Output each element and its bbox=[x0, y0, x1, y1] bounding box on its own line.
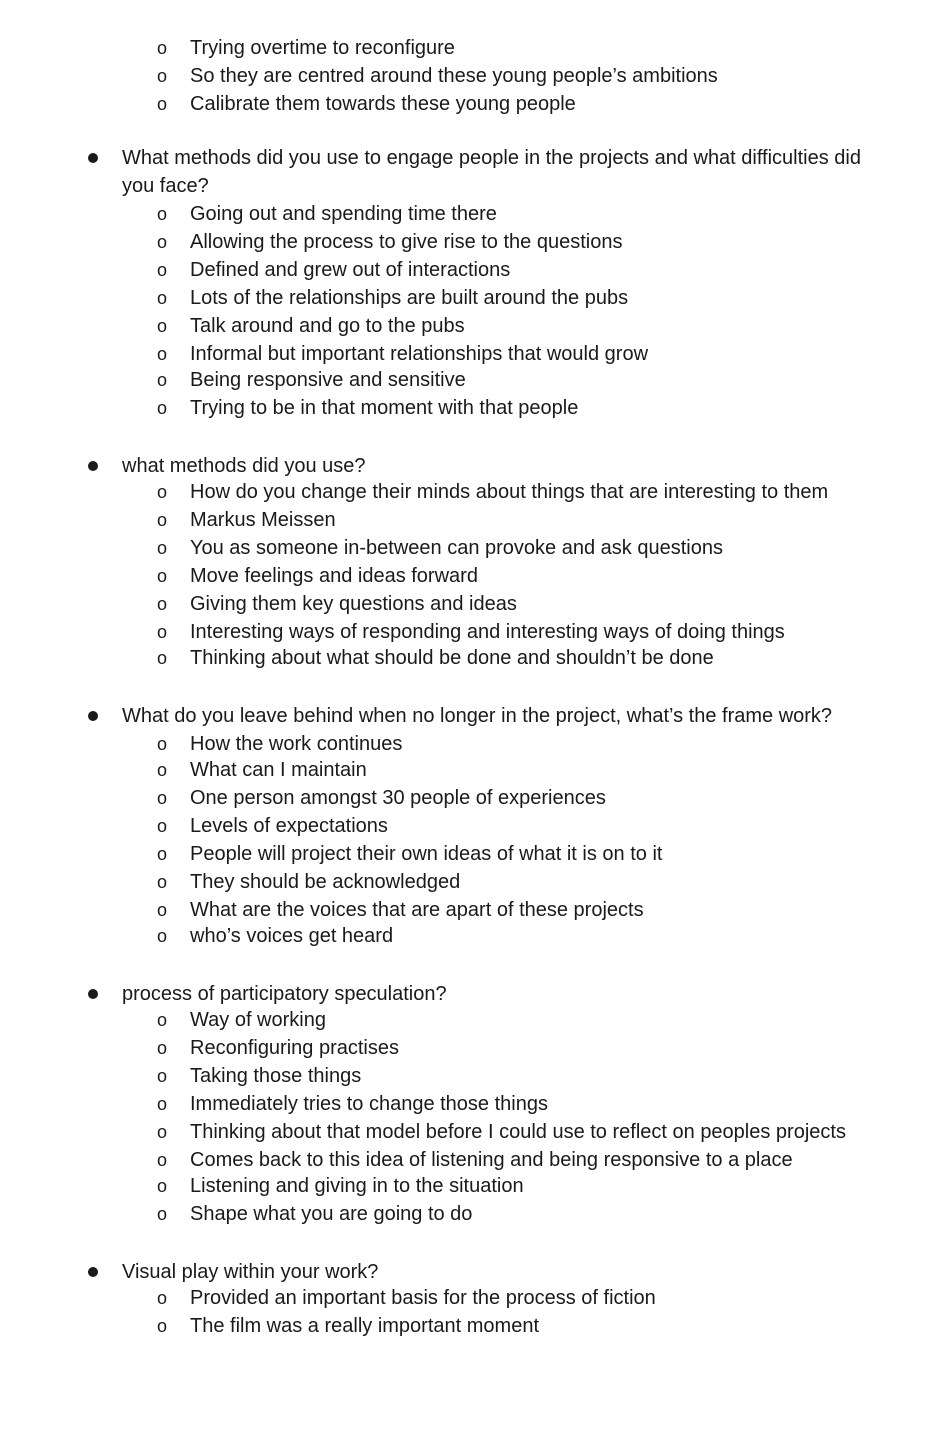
list-item-text: Being responsive and sensitive bbox=[190, 369, 466, 391]
list-item-text: Lots of the relationships are built around the pubs bbox=[190, 287, 629, 309]
sub-bullet-marker: o bbox=[156, 1150, 167, 1170]
list-item-text: Thinking about what should be done and shouldn’t be done bbox=[190, 647, 714, 669]
question-text bbox=[122, 144, 912, 200]
list-item-text: People will project their own ideas of what it is on to it bbox=[190, 843, 663, 865]
list-item-text: Reconfiguring practises bbox=[190, 1037, 399, 1059]
sub-bullet-marker: o bbox=[156, 872, 167, 892]
list-item bbox=[0, 1312, 942, 1340]
list-item bbox=[0, 896, 942, 924]
list-item bbox=[0, 868, 942, 896]
sub-bullet-marker: o bbox=[156, 482, 167, 502]
list-item bbox=[0, 366, 942, 394]
sub-bullet-marker: o bbox=[156, 844, 167, 864]
list-item bbox=[0, 90, 942, 118]
sub-bullet-marker: o bbox=[156, 594, 167, 614]
list-item bbox=[0, 784, 942, 812]
bullet-marker bbox=[88, 1267, 98, 1277]
list-item bbox=[0, 340, 942, 368]
question-text: What do you leave behind when no longer in the project, what’s the frame work? bbox=[122, 705, 833, 727]
bullet-marker bbox=[88, 711, 98, 721]
list-item bbox=[0, 644, 942, 672]
list-item-text: Talk around and go to the pubs bbox=[190, 315, 465, 337]
question-bullet bbox=[0, 452, 942, 480]
sub-bullet-marker: o bbox=[156, 926, 167, 946]
list-item bbox=[0, 756, 942, 784]
sub-bullet-marker: o bbox=[156, 1010, 167, 1030]
list-item-text: Levels of expectations bbox=[190, 815, 388, 837]
question-text: process of participatory speculation? bbox=[122, 983, 447, 1005]
list-item-text: Way of working bbox=[190, 1009, 326, 1031]
list-item-text: How the work continues bbox=[190, 733, 403, 755]
list-item-text: How do you change their minds about things that are interesting to them bbox=[190, 481, 829, 503]
list-item bbox=[0, 506, 942, 534]
list-item-text: Move feelings and ideas forward bbox=[190, 565, 478, 587]
list-item-text: So they are centred around these young people’s ambitions bbox=[190, 65, 718, 87]
sub-bullet-marker: o bbox=[156, 566, 167, 586]
sub-bullet-marker: o bbox=[156, 38, 167, 58]
list-item bbox=[0, 256, 942, 284]
list-item bbox=[0, 730, 942, 758]
list-item bbox=[0, 1062, 942, 1090]
question-bullet bbox=[0, 702, 942, 730]
list-item bbox=[0, 394, 942, 422]
list-item-text: One person amongst 30 people of experiences bbox=[190, 787, 606, 809]
list-item bbox=[0, 200, 942, 228]
list-item bbox=[0, 1200, 942, 1228]
list-item bbox=[0, 618, 942, 646]
list-item bbox=[0, 312, 942, 340]
sub-bullet-marker: o bbox=[156, 510, 167, 530]
sub-bullet-marker: o bbox=[156, 232, 167, 252]
list-item bbox=[0, 1118, 942, 1146]
bullet-marker bbox=[88, 989, 98, 999]
sub-bullet-marker: o bbox=[156, 760, 167, 780]
list-item-text: Provided an important basis for the process of fiction bbox=[190, 1287, 656, 1309]
list-item-text: Taking those things bbox=[190, 1065, 362, 1087]
list-item-text: Trying to be in that moment with that people bbox=[190, 397, 579, 419]
list-item bbox=[0, 1090, 942, 1118]
sub-bullet-marker: o bbox=[156, 1288, 167, 1308]
sub-bullet-marker: o bbox=[156, 316, 167, 336]
sub-bullet-marker: o bbox=[156, 734, 167, 754]
list-item-text: Calibrate them towards these young people bbox=[190, 93, 576, 115]
list-item-text: Informal but important relationships that would grow bbox=[190, 343, 649, 365]
list-item bbox=[0, 840, 942, 868]
sub-bullet-marker: o bbox=[156, 538, 167, 558]
list-item bbox=[0, 1172, 942, 1200]
sub-bullet-marker: o bbox=[156, 66, 167, 86]
question-bullet bbox=[0, 980, 942, 1008]
list-item bbox=[0, 1284, 942, 1312]
list-item-text: Going out and spending time there bbox=[190, 203, 497, 225]
sub-bullet-marker: o bbox=[156, 260, 167, 280]
list-item bbox=[0, 590, 942, 618]
sub-bullet-marker: o bbox=[156, 1204, 167, 1224]
list-item bbox=[0, 228, 942, 256]
list-item-text: The film was a really important moment bbox=[190, 1315, 540, 1337]
list-item-text: Comes back to this idea of listening and being responsive to a place bbox=[190, 1149, 793, 1171]
question-line: What methods did you use to engage people in the projects and what difficulties did bbox=[122, 147, 861, 169]
list-item-text: Listening and giving in to the situation bbox=[190, 1175, 524, 1197]
question-line: you face? bbox=[122, 175, 209, 197]
question-bullet bbox=[0, 1258, 942, 1286]
sub-bullet-marker: o bbox=[156, 1094, 167, 1114]
list-item bbox=[0, 284, 942, 312]
sub-bullet-marker: o bbox=[156, 1038, 167, 1058]
sub-bullet-marker: o bbox=[156, 622, 167, 642]
list-item bbox=[0, 922, 942, 950]
question-text: Visual play within your work? bbox=[122, 1261, 379, 1283]
sub-bullet-marker: o bbox=[156, 1122, 167, 1142]
sub-bullet-marker: o bbox=[156, 344, 167, 364]
sub-bullet-marker: o bbox=[156, 900, 167, 920]
list-item-text: You as someone in-between can provoke and ask questions bbox=[190, 537, 723, 559]
question-text: what methods did you use? bbox=[122, 455, 366, 477]
list-item-text: What are the voices that are apart of these projects bbox=[190, 899, 644, 921]
list-item bbox=[0, 478, 942, 506]
list-item-text: Giving them key questions and ideas bbox=[190, 593, 517, 615]
list-item bbox=[0, 1146, 942, 1174]
sub-bullet-marker: o bbox=[156, 1176, 167, 1196]
bullet-marker bbox=[88, 461, 98, 471]
bullet-marker bbox=[88, 153, 98, 163]
sub-bullet-marker: o bbox=[156, 94, 167, 114]
list-item-text: They should be acknowledged bbox=[190, 871, 461, 893]
sub-bullet-marker: o bbox=[156, 398, 167, 418]
sub-bullet-marker: o bbox=[156, 816, 167, 836]
list-item bbox=[0, 812, 942, 840]
list-item-text: What can I maintain bbox=[190, 759, 367, 781]
list-item-text: Shape what you are going to do bbox=[190, 1203, 473, 1225]
list-item-text: Thinking about that model before I could use to reflect on peoples projects bbox=[190, 1121, 846, 1143]
sub-bullet-marker: o bbox=[156, 1316, 167, 1336]
sub-bullet-marker: o bbox=[156, 370, 167, 390]
sub-bullet-marker: o bbox=[156, 1066, 167, 1086]
list-item-text: Trying overtime to reconfigure bbox=[190, 37, 455, 59]
list-item-text: Markus Meissen bbox=[190, 509, 336, 531]
list-item-text: who’s voices get heard bbox=[190, 925, 394, 947]
list-item-text: Immediately tries to change those things bbox=[190, 1093, 548, 1115]
list-item-text: Allowing the process to give rise to the questions bbox=[190, 231, 623, 253]
sub-bullet-marker: o bbox=[156, 648, 167, 668]
list-item bbox=[0, 62, 942, 90]
list-item bbox=[0, 562, 942, 590]
list-item-text: Defined and grew out of interactions bbox=[190, 259, 511, 281]
sub-bullet-marker: o bbox=[156, 788, 167, 808]
list-item-text: Interesting ways of responding and interesting ways of doing things bbox=[190, 621, 785, 643]
list-item bbox=[0, 1034, 942, 1062]
sub-bullet-marker: o bbox=[156, 288, 167, 308]
list-item bbox=[0, 534, 942, 562]
list-item bbox=[0, 34, 942, 62]
list-item bbox=[0, 1006, 942, 1034]
sub-bullet-marker: o bbox=[156, 204, 167, 224]
question-bullet bbox=[0, 144, 942, 200]
